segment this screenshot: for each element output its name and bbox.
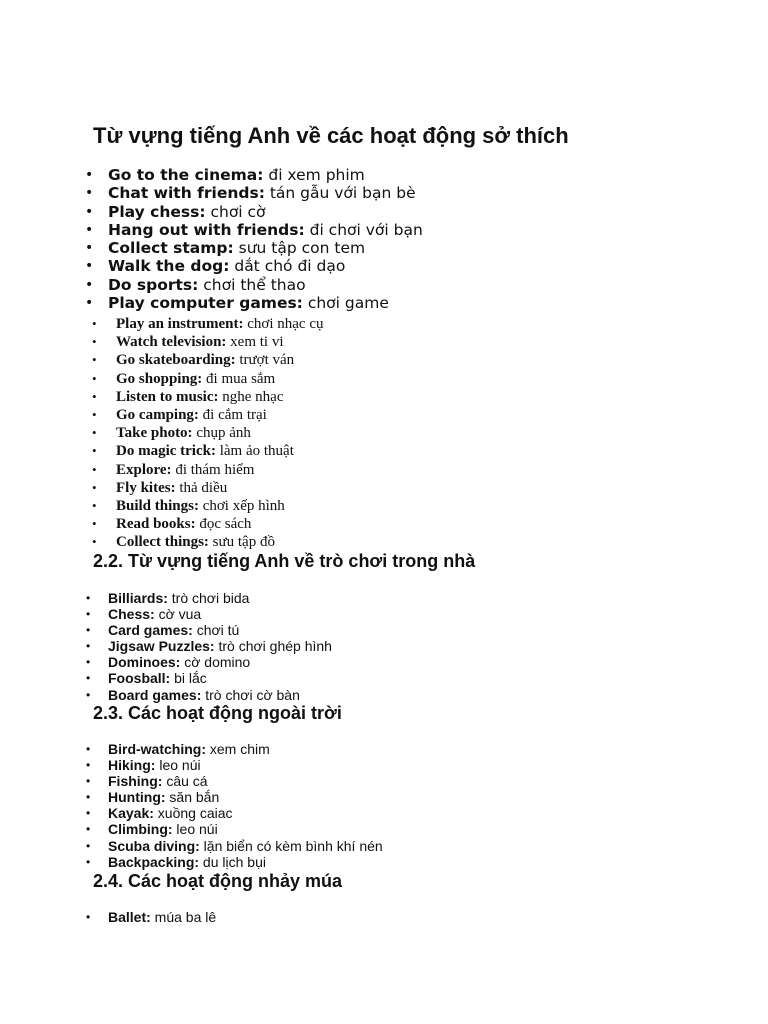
meaning: xem ti vi [226, 334, 284, 351]
meaning: lặn biển có kèm bình khí nén [199, 837, 383, 854]
term: Fishing: [108, 773, 163, 790]
list-item [0, 184, 423, 202]
meaning: trò chơi ghép hình [214, 638, 332, 655]
list-item [0, 497, 323, 515]
term: Read books: [116, 516, 196, 533]
term: Board games: [108, 686, 202, 703]
term: Collect things: [116, 534, 209, 551]
meaning: sưu tập con tem [233, 239, 366, 258]
list-item [0, 424, 323, 442]
term: Listen to music: [116, 388, 219, 405]
list-item [0, 442, 323, 460]
list-item [0, 239, 423, 257]
list-item [0, 461, 323, 479]
list-item [0, 838, 383, 854]
list-item [0, 622, 332, 638]
term: Card games: [108, 622, 193, 639]
meaning: leo núi [155, 757, 201, 774]
term: Hiking: [108, 757, 156, 774]
meaning: chơi thể thao [198, 275, 306, 294]
term: Play chess: [108, 202, 206, 221]
term: Fly kites: [116, 479, 176, 496]
term: Climbing: [108, 821, 173, 838]
meaning: du lịch bụi [199, 853, 266, 870]
term: Go to the cinema: [108, 166, 264, 184]
list-item [0, 406, 323, 424]
list-item [0, 909, 216, 925]
outdoor-activities-list [0, 741, 383, 870]
list-item [0, 515, 323, 533]
term: Go shopping: [116, 370, 203, 387]
dance-activities-list [0, 909, 216, 925]
indoor-games-list [0, 590, 332, 703]
list-item [0, 590, 332, 606]
meaning: chơi xếp hình [198, 497, 285, 514]
meaning: làm ảo thuật [215, 443, 294, 460]
list-item [0, 333, 323, 351]
meaning: chơi cờ [205, 202, 266, 221]
list-item [0, 294, 423, 312]
list-item [0, 821, 383, 837]
list-item [0, 315, 323, 333]
list-item [0, 479, 323, 497]
meaning: đi thám hiểm [171, 461, 255, 478]
meaning: nghe nhạc [218, 388, 284, 405]
meaning: câu cá [162, 773, 208, 790]
list-item [0, 370, 323, 388]
meaning: đi xem phim [263, 166, 365, 184]
meaning: xuồng caiac [153, 805, 233, 822]
term: Take photo: [116, 425, 193, 442]
meaning: bi lắc [170, 670, 207, 687]
term: Chat with friends: [108, 184, 265, 203]
term: Build things: [116, 497, 199, 514]
meaning: múa ba lê [150, 909, 217, 925]
term: Dominoes: [108, 654, 181, 671]
meaning: chụp ảnh [192, 425, 251, 442]
hobby-list-a [0, 166, 423, 312]
meaning: trò chơi bida [167, 590, 250, 606]
list-item [0, 203, 423, 221]
list-item [0, 854, 383, 870]
term: Hunting: [108, 789, 166, 806]
term: Ballet: [108, 909, 151, 925]
term: Hang out with friends: [108, 220, 305, 239]
term: Chess: [108, 606, 155, 623]
list-item [0, 221, 423, 239]
term: Jigsaw Puzzles: [108, 638, 215, 655]
term: Do magic trick: [116, 443, 216, 460]
list-item [0, 757, 383, 773]
term: Scuba diving: [108, 837, 200, 854]
term: Play an instrument: [116, 316, 244, 332]
list-item [0, 670, 332, 686]
term: Bird-watching: [108, 741, 206, 757]
meaning: chơi tú [192, 622, 240, 639]
meaning: dắt chó đi dạo [229, 257, 346, 276]
meaning: leo núi [172, 821, 218, 838]
page-title: Từ vựng tiếng Anh về các hoạt động sở thích [93, 123, 569, 148]
list-item [0, 166, 423, 184]
meaning: săn bắn [165, 789, 220, 806]
meaning: thả diều [175, 479, 228, 496]
term: Collect stamp: [108, 239, 234, 258]
term: Walk the dog: [108, 257, 230, 276]
meaning: chơi nhạc cụ [243, 316, 324, 332]
list-item [0, 606, 332, 622]
meaning: cờ vua [154, 606, 202, 623]
list-item [0, 789, 383, 805]
meaning: đi cắm trại [198, 406, 267, 423]
meaning: đọc sách [195, 516, 252, 533]
meaning: tán gẫu với bạn bè [264, 184, 416, 203]
meaning: đi chơi với bạn [304, 220, 423, 239]
meaning: sưu tập đồ [208, 534, 275, 551]
term: Watch television: [116, 334, 227, 351]
term: Play computer games: [108, 294, 303, 313]
list-item [0, 805, 383, 821]
list-item [0, 654, 332, 670]
term: Billiards: [108, 590, 168, 606]
meaning: chơi game [302, 294, 389, 313]
list-item [0, 351, 323, 369]
meaning: xem chim [206, 741, 270, 757]
list-item [0, 741, 383, 757]
list-item [0, 276, 423, 294]
term: Foosball: [108, 670, 171, 687]
term: Backpacking: [108, 853, 200, 870]
meaning: đi mua sắm [202, 370, 276, 387]
section-heading-indoor: 2.2. Từ vựng tiếng Anh về trò chơi trong nhà [93, 551, 476, 571]
term: Kayak: [108, 805, 154, 822]
list-item [0, 257, 423, 275]
term: Go camping: [116, 406, 199, 423]
hobby-list-b [0, 315, 323, 551]
list-item [0, 638, 332, 654]
meaning: trò chơi cờ bàn [201, 686, 300, 703]
term: Go skateboarding: [116, 352, 236, 369]
section-heading-dance: 2.4. Các hoạt động nhảy múa [93, 871, 343, 891]
meaning: trượt ván [235, 352, 295, 369]
list-item [0, 388, 323, 406]
section-heading-outdoor: 2.3. Các hoạt động ngoài trời [93, 703, 342, 723]
term: Explore: [116, 461, 172, 478]
term: Do sports: [108, 275, 199, 294]
meaning: cờ domino [180, 654, 251, 671]
list-item [0, 773, 383, 789]
